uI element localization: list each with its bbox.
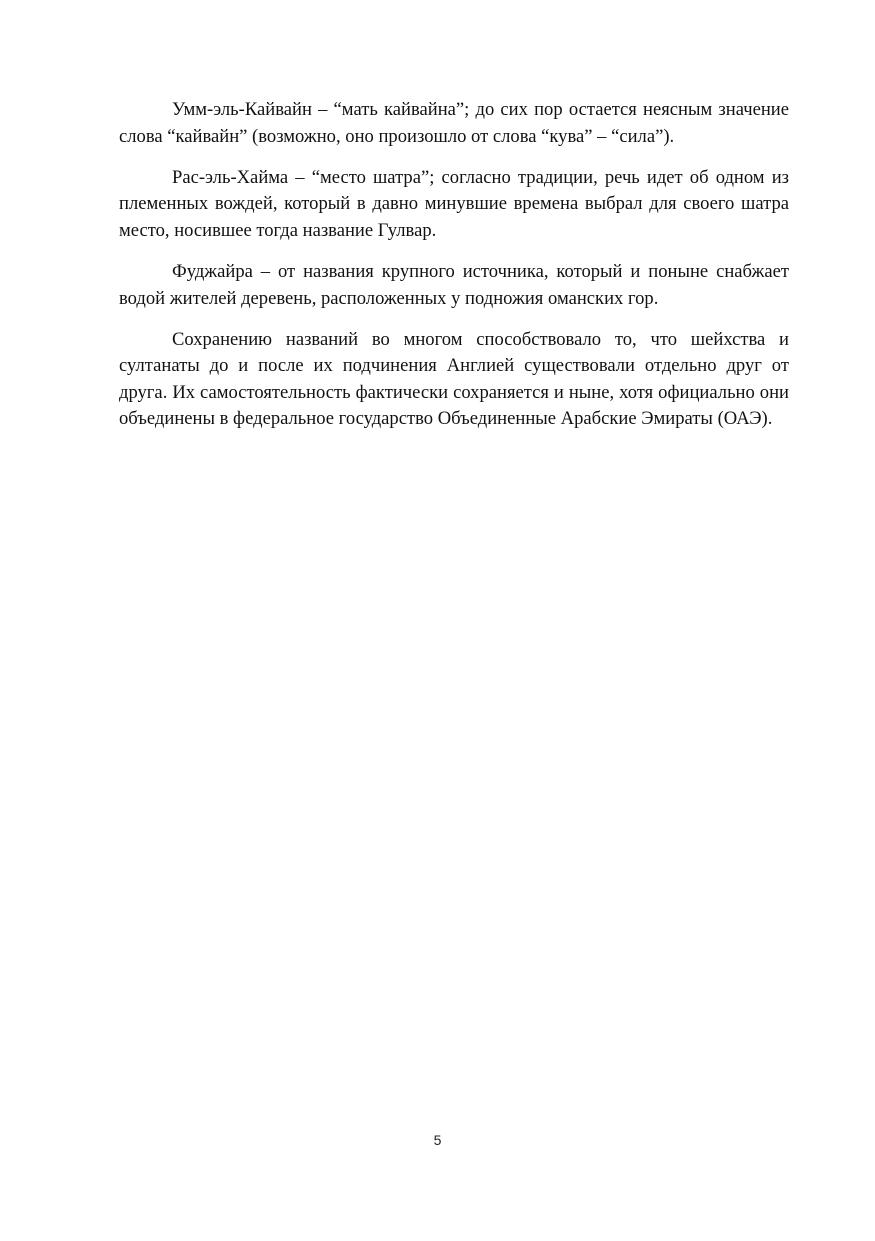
paragraph-ras-al-khaimah: Рас-эль-Хайма – “место шатра”; согласно традиции, речь идет об одном из племенных вождей, который в давно минувшие времена выбрал для своего шатра место, носившее тогда название Гулвар. [119,166,789,241]
paragraph-fujairah: Фуджайра – от названия крупного источника, который и поныне снабжает водой жителей деревень, расположенных у подножия оманских гор. [119,260,789,309]
paragraph-umm-al-quwain: Умм-эль-Кайвайн – “мать кайвайна”; до сих пор остается неясным значение слова “кайвайн” (возможно, оно произошло от слова “кува” – “сила”). [119,99,789,147]
page-number: 5 [433,1132,442,1148]
body-text [119,97,789,448]
paragraph-preservation: Сохранению названий во многом способствовало то, что шейхства и султанаты до и после их подчинения Англией существовали отдельно друг от друга. Их самостоятельность фактически сохраняется и ныне, хотя официально они объединены в федеральное государство Объединенные Арабские Эмираты (ОАЭ). [119,328,789,430]
